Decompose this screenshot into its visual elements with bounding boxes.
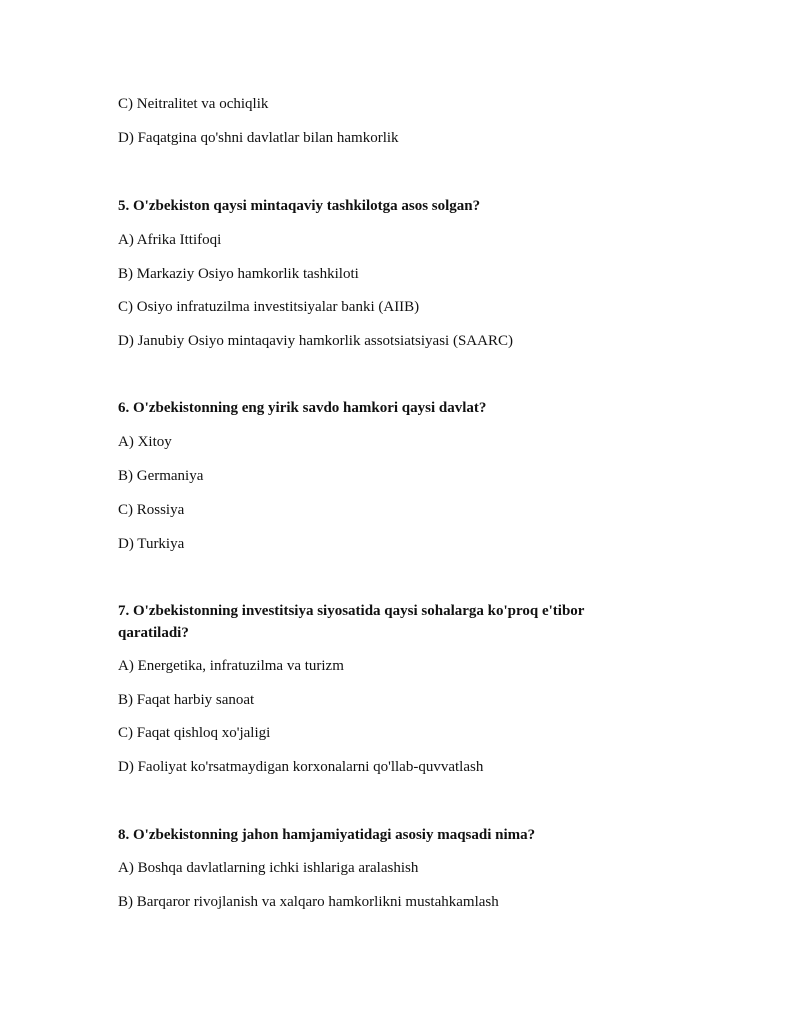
question-6-option-b: B) Germaniya (118, 468, 204, 484)
question-7-option-d: D) Faoliyat ko'rsatmaydigan korxonalarni qo'llab-quvvatlash (118, 759, 484, 775)
question-7-title: 7. O'zbekistonning investitsiya siyosatida qaysi sohalarga ko'proq e'tibor qaratiladi? (118, 603, 585, 641)
question-6-title: 6. O'zbekistonning eng yirik savdo hamkori qaysi davlat? (118, 400, 487, 416)
question-6-option-a: A) Xitoy (118, 434, 172, 450)
question-5-title: 5. O'zbekiston qaysi mintaqaviy tashkilotga asos solgan? (118, 198, 481, 214)
option-c-prev: C) Neitralitet va ochiqlik (118, 96, 269, 112)
question-5-option-c: C) Osiyo infratuzilma investitsiyalar banki (AIIB) (118, 299, 420, 315)
question-7-option-a: A) Energetika, infratuzilma va turizm (118, 658, 344, 674)
question-7-option-c: C) Faqat qishloq xo'jaligi (118, 725, 271, 741)
option-d-prev: D) Faqatgina qo'shni davlatlar bilan hamkorlik (118, 130, 399, 146)
question-8-option-b: B) Barqaror rivojlanish va xalqaro hamkorlikni mustahkamlash (118, 894, 499, 910)
question-6-option-c: C) Rossiya (118, 502, 185, 518)
question-8-title: 8. O'zbekistonning jahon hamjamiyatidagi asosiy maqsadi nima? (118, 827, 536, 843)
question-5-option-b: B) Markaziy Osiyo hamkorlik tashkiloti (118, 266, 359, 282)
question-5-option-a: A) Afrika Ittifoqi (118, 232, 222, 248)
question-8-option-a: A) Boshqa davlatlarning ichki ishlariga aralashish (118, 860, 419, 876)
question-7-option-b: B) Faqat harbiy sanoat (118, 692, 255, 708)
question-6-option-d: D) Turkiya (118, 536, 185, 552)
question-5-option-d: D) Janubiy Osiyo mintaqaviy hamkorlik assotsiatsiyasi (SAARC) (118, 333, 513, 349)
